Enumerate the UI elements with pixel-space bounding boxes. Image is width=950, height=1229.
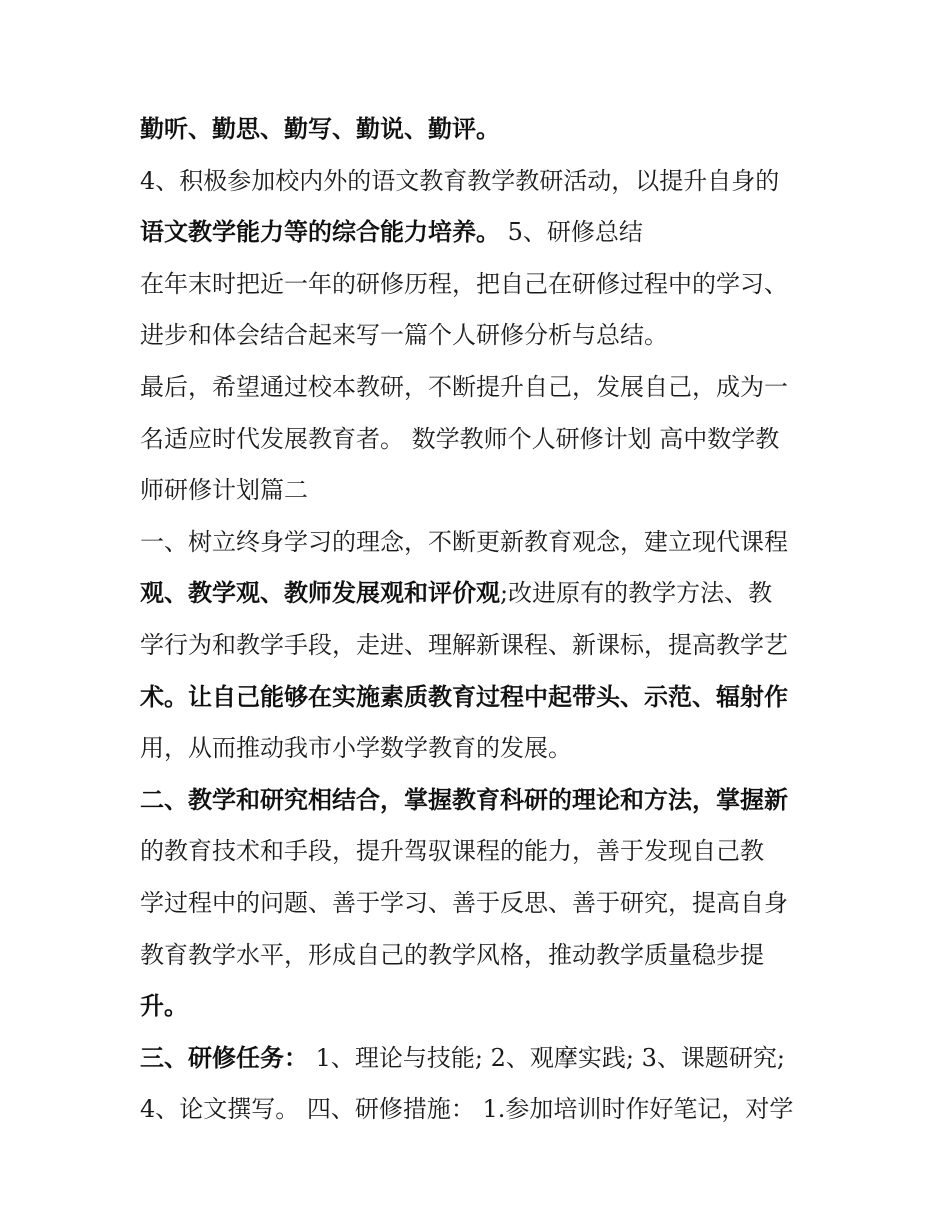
text-line bbox=[140, 1084, 820, 1136]
line-segment: 升。 bbox=[140, 992, 188, 1021]
line-segment: 术。让自己能够在实施素质教育过程中起带头、示范、辐射作 bbox=[140, 682, 788, 711]
line-segment: 二、教学和研究相结合，掌握教育科研的理论和方法，掌握新 bbox=[140, 785, 788, 814]
line-segment: 师研修计划篇二 bbox=[140, 476, 308, 505]
text-line bbox=[140, 672, 820, 724]
text-line bbox=[140, 775, 820, 827]
line-segment: 进步和体会结合起来写一篇个人研修分析与总结。 bbox=[140, 321, 668, 350]
text-line bbox=[140, 1033, 820, 1085]
line-segment: 三、研修任务： bbox=[140, 1043, 308, 1072]
text-line bbox=[140, 981, 820, 1033]
line-segment: 一、树立终身学习的理念，不断更新教育观念，建立现代课程 bbox=[140, 527, 788, 556]
line-segment: ;改进原有的教学方法、教 bbox=[500, 579, 773, 608]
text-line bbox=[140, 207, 820, 259]
line-segment: 用，从而推动我市小学数学教育的发展。 bbox=[140, 734, 572, 763]
line-segment: 4、论文撰写。 四、研修措施： bbox=[140, 1095, 475, 1124]
text-line bbox=[140, 723, 820, 775]
line-segment: 4、积极参加校内外的语文教育教学教研活动，以提升自身的 bbox=[140, 166, 780, 195]
line-segment: 观、教学观、教师发展观和评价观 bbox=[140, 579, 500, 608]
line-segment: 勤听、勤思、勤写、勤说、勤评。 bbox=[140, 115, 500, 143]
text-line bbox=[140, 517, 820, 569]
text-line bbox=[140, 310, 820, 362]
line-segment: 最后，希望通过校本教研，不断提升自己，发展自己，成为一 bbox=[140, 372, 788, 401]
document-body bbox=[140, 104, 820, 1136]
line-segment: 教育教学水平，形成自己的教学风格，推动教学质量稳步提 bbox=[140, 940, 764, 969]
text-line bbox=[140, 362, 820, 414]
line-segment: 学行为和教学手段，走进、理解新课程、新课标，提高教学艺 bbox=[140, 630, 788, 659]
text-line bbox=[140, 878, 820, 930]
text-line bbox=[140, 465, 820, 517]
text-line bbox=[140, 104, 820, 156]
text-line bbox=[140, 620, 820, 672]
text-line bbox=[140, 414, 820, 466]
text-line bbox=[140, 259, 820, 311]
line-segment: 名适应时代发展教育者。 数学教师个人研修计划 高中数学教 bbox=[140, 424, 780, 453]
line-segment: 1.参加培训时作好笔记，对学 bbox=[474, 1095, 794, 1124]
line-segment: 学过程中的问题、善于学习、善于反思、善于研究，提高自身 bbox=[140, 888, 788, 917]
text-line bbox=[140, 826, 820, 878]
line-segment: 语文教学能力等的综合能力培养。 bbox=[140, 218, 500, 247]
line-segment: 在年末时把近一年的研修历程，把自己在研修过程中的学习、 bbox=[140, 269, 788, 298]
line-segment: 1、理论与技能; 2、观摩实践; 3、课题研究; bbox=[308, 1043, 785, 1072]
text-line bbox=[140, 156, 820, 208]
text-line bbox=[140, 568, 820, 620]
line-segment: 5、研修总结 bbox=[500, 218, 643, 247]
text-line bbox=[140, 930, 820, 982]
line-segment: 的教育技术和手段，提升驾驭课程的能力，善于发现自己教 bbox=[140, 837, 764, 866]
